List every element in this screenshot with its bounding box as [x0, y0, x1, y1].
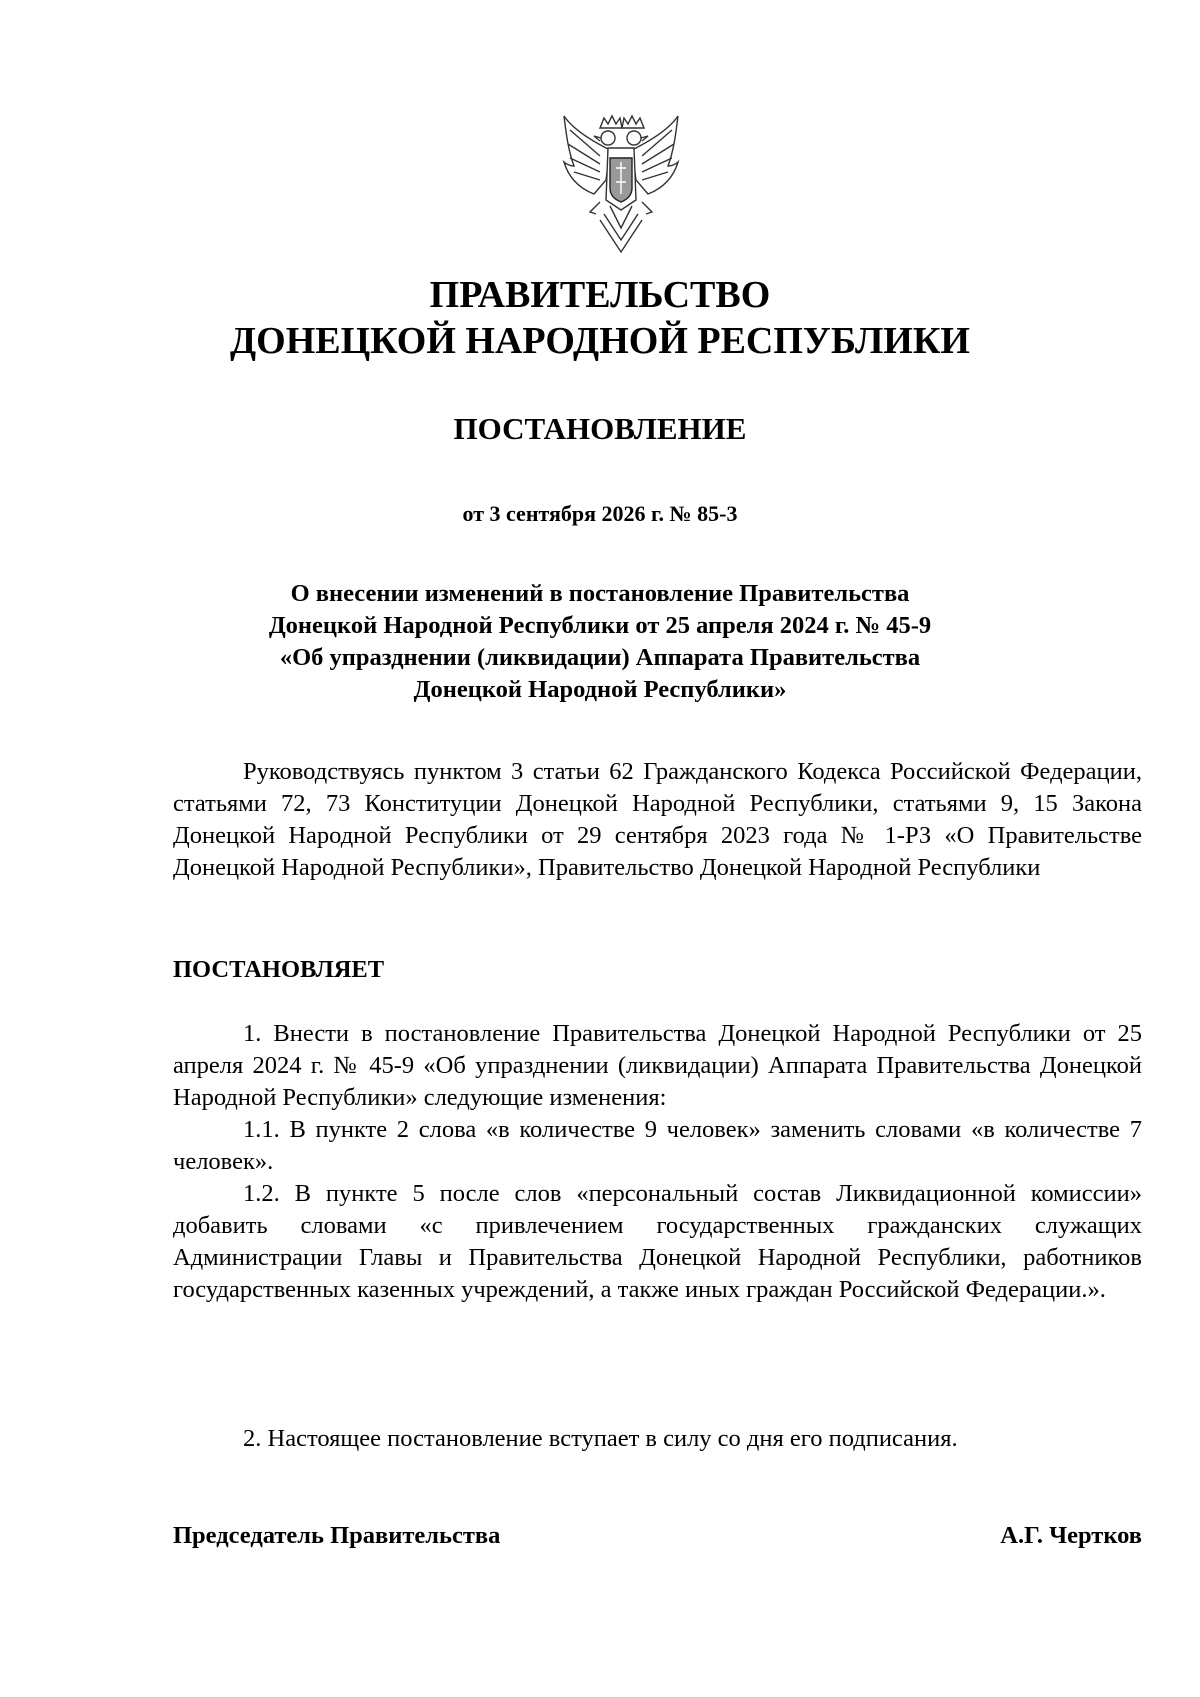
subject-line-1: О внесении изменений в постановление Правительства	[290, 580, 910, 607]
document-type: ПОСТАНОВЛЕНИЕ	[453, 411, 747, 446]
subject-line-2: Донецкой Народной Республики от 25 апреля 2024 г. № 45-9	[268, 612, 932, 639]
item-1-1: 1.1. В пункте 2 слова «в количестве 9 человек» заменить словами «в количестве 7 человек».	[173, 1116, 1142, 1175]
decree-heading: ПОСТАНОВЛЯЕТ	[173, 956, 385, 983]
preamble-paragraph: Руководствуясь пунктом 3 статьи 62 Гражданского Кодекса Российской Федерации, статьями 72, 73 Конституции Донецкой Народной Республики, статьями 9, 15 Закона Донецкой Народной Республики от 29 сентября 2023 года № 1-РЗ «О Правительстве Донецкой Народной Республики», Правительство Донецкой Народной Республики	[173, 758, 1142, 881]
government-title-line-2: ДОНЕЦКОЙ НАРОДНОЙ РЕСПУБЛИКИ	[230, 320, 970, 362]
subject-line-3: «Об упразднении (ликвидации) Аппарата Правительства	[279, 644, 921, 671]
document-subject	[0, 578, 1200, 706]
government-title-line-1: ПРАВИТЕЛЬСТВО	[429, 274, 771, 316]
item-2: 2. Настоящее постановление вступает в силу со дня его подписания.	[243, 1425, 958, 1452]
item-1: 1. Внести в постановление Правительства Донецкой Народной Республики от 25 апреля 2024 г. № 45-9 «Об упразднении (ликвидации) Аппарата Правительства Донецкой Народной Республики» следующие изменения:	[173, 1020, 1142, 1111]
double-headed-eagle-emblem-icon	[560, 110, 682, 258]
document-date-number: от 3 сентября 2026 г. № 85-3	[462, 501, 738, 526]
subject-line-4: Донецкой Народной Республики»	[413, 676, 787, 703]
signatory-position: Председатель Правительства	[173, 1522, 501, 1549]
item-1-2: 1.2. В пункте 5 после слов «персональный состав Ликвидационной комиссии» добавить словами «с привлечением государственных гражданских служащих Администрации Главы и Правительства Донецкой Народной Республики, работников государственных казенных учреждений, а также иных граждан Российской Федерации.».	[173, 1180, 1142, 1303]
decree-items	[173, 1018, 1142, 1306]
signatory-name: А.Г. Чертков	[1000, 1522, 1142, 1549]
government-title	[0, 272, 1200, 364]
